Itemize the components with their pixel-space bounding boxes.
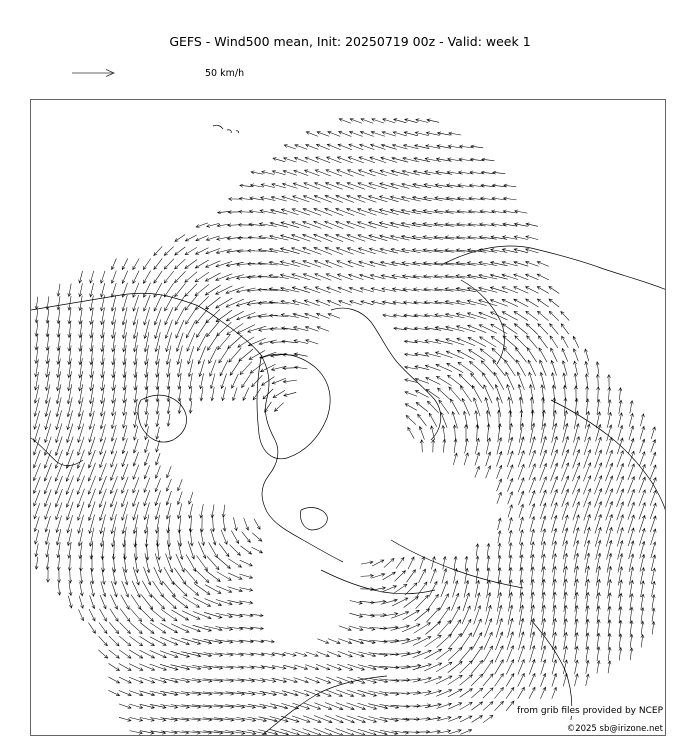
arabia-coast	[531, 620, 572, 720]
wind-vector-map	[30, 99, 666, 736]
legend-reference-label: 50 km/h	[205, 68, 245, 79]
copyright-notice: ©2025 sb@irizone.net	[566, 724, 663, 734]
siberia-coast	[461, 280, 504, 364]
mediterranean-coast	[321, 570, 435, 594]
wind-vectors	[33, 118, 656, 736]
map-title: GEFS - Wind500 mean, Init: 20250719 00z - Valid: week 1	[169, 34, 531, 49]
coastlines	[31, 125, 666, 736]
hudson-bay-coast	[138, 395, 187, 442]
map-canvas	[31, 100, 666, 736]
asia-coast	[441, 246, 666, 290]
greenland-coast	[257, 354, 330, 459]
source-credit: from grib files provided by NCEP	[517, 706, 663, 716]
north-america-coast	[31, 293, 343, 562]
aleutian-islands	[213, 125, 238, 133]
legend-reference-arrow	[70, 66, 120, 80]
europe-coast	[331, 308, 441, 440]
iceland-coast	[300, 508, 327, 530]
wind-arrow-field	[33, 118, 656, 736]
